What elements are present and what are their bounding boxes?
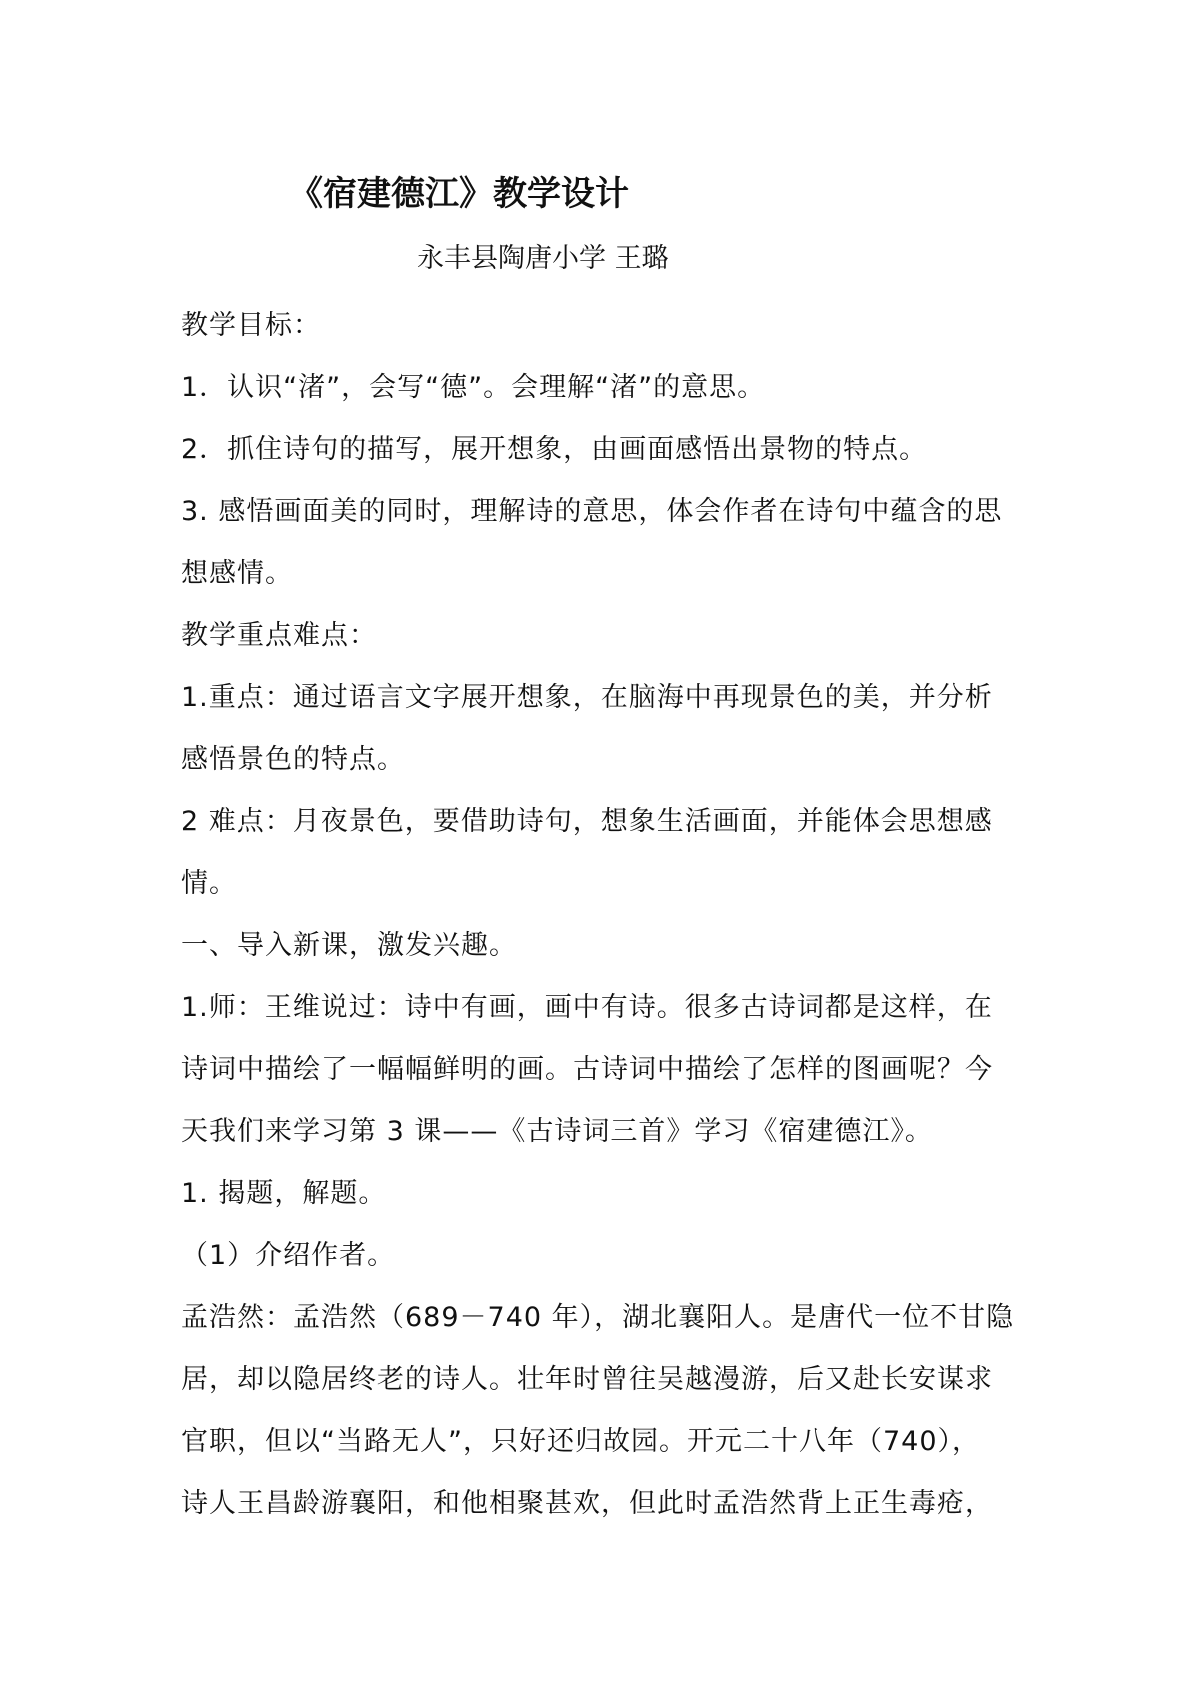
paragraph-line: 天我们来学习第 3 课——《古诗词三首》学习《宿建德江》。	[181, 1116, 933, 1147]
paragraph-line: （1）介绍作者。	[181, 1240, 396, 1271]
paragraph-line: 1.重点：通过语言文字展开想象，在脑海中再现景色的美，并分析	[181, 682, 993, 713]
paragraph-line: 诗人王昌龄游襄阳，和他相聚甚欢，但此时孟浩然背上正生毒疮，	[181, 1488, 993, 1519]
paragraph-line: 孟浩然：孟浩然（689－740 年），湖北襄阳人。是唐代一位不甘隐	[181, 1302, 1015, 1333]
section-heading-introduction: 一、导入新课，激发兴趣。	[181, 930, 517, 961]
paragraph-line: 感悟景色的特点。	[181, 744, 405, 775]
paragraph-line: 2．抓住诗句的描写，展开想象，由画面感悟出景物的特点。	[181, 434, 928, 465]
paragraph-line: 想感情。	[181, 558, 293, 589]
paragraph-line: 2 难点：月夜景色，要借助诗句，想象生活画面，并能体会思想感	[181, 806, 993, 837]
paragraph-line: 1.师：王维说过：诗中有画，画中有诗。很多古诗词都是这样，在	[181, 992, 993, 1023]
paragraph-line: 官职，但以“当路无人”，只好还归故园。开元二十八年（740），	[181, 1426, 981, 1457]
paragraph-line: 1．认识“渚”，会写“德”。会理解“渚”的意思。	[181, 372, 766, 403]
section-heading-key-points: 教学重点难点：	[181, 620, 377, 651]
paragraph-line: 居，却以隐居终老的诗人。壮年时曾往吴越漫游，后又赴长安谋求	[181, 1364, 993, 1395]
paragraph-line: 情。	[181, 868, 237, 899]
section-heading-objectives: 教学目标：	[181, 310, 321, 341]
paragraph-line: 1. 揭题，解题。	[181, 1178, 387, 1209]
document-author: 永丰县陶唐小学 王璐	[417, 243, 669, 274]
document-title: 《宿建德江》教学设计	[289, 174, 629, 214]
document-body	[181, 295, 1015, 1535]
paragraph-line: 诗词中描绘了一幅幅鲜明的画。古诗词中描绘了怎样的图画呢？今	[181, 1054, 993, 1085]
paragraph-line: 3. 感悟画面美的同时，理解诗的意思，体会作者在诗句中蕴含的思	[181, 496, 1003, 527]
